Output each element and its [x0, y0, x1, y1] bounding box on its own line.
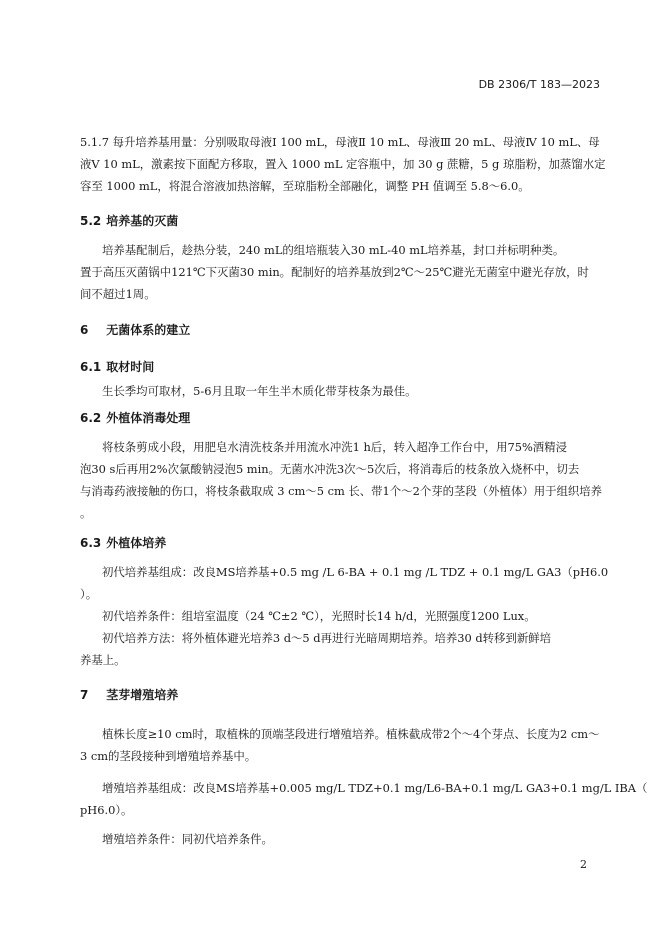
heading-6-2-title: 外植体消毒处理 [106, 411, 191, 425]
paragraph-6-3-line-1: 初代培养基组成：改良MS培养基+0.5 mg /L 6-BA + 0.1 mg /L TDZ + 0.1 mg/L GA3（pH6.0 [102, 565, 609, 579]
heading-6-1-title: 取材时间 [106, 360, 155, 374]
paragraph-6-2-line-3: 与消毒药液接触的伤口，将枝条截取成 3 cm～5 cm 长、带1个～2个芽的茎段（外植体）用于组织培养 [80, 484, 603, 498]
paragraph-7-line-3: 增殖培养基组成：改良MS培养基+0.005 mg/L TDZ+0.1 mg/L6-BA+0.1 mg/L GA3+0.1 mg/L IBA（ [102, 781, 648, 795]
heading-6-3-title: 外植体培养 [106, 536, 167, 550]
heading-5-2-number: 5.2 [80, 214, 102, 228]
heading-7-title: 茎芽增殖培养 [106, 688, 179, 702]
paragraph-5-1-7-line-2: 液Ⅴ 10 mL，激素按下面配方移取，置入 1000 mL 定容瓶中，加 30 g 蔗糖，5 g 琼脂粉，加蒸馏水定 [80, 157, 606, 171]
paragraph-6-2-line-2: 泡30 s后再用2%次氯酸钠浸泡5 min。无菌水冲洗3次～5次后，将消毒后的枝条放入烧杯中，切去 [80, 462, 580, 476]
heading-6-1 [80, 358, 154, 375]
paragraph-5-2-line-3: 间不超过1周。 [80, 287, 156, 301]
paragraph-5-2-line-2: 置于高压灭菌锅中121℃下灭菌30 min。配制好的培养基放到2℃～25℃避光无菌室中避光存放，时 [80, 265, 589, 279]
heading-7-number: 7 [80, 688, 89, 702]
heading-6-3 [80, 534, 166, 551]
heading-6-number: 6 [80, 323, 89, 337]
heading-5-2-title: 培养基的灭菌 [106, 214, 179, 228]
heading-6-3-number: 6.3 [80, 536, 102, 550]
heading-6 [80, 321, 190, 338]
page-number: 2 [580, 858, 587, 871]
heading-6-1-number: 6.1 [80, 360, 102, 374]
paragraph-6-3-line-4: 初代培养方法：将外植体避光培养3 d～5 d再进行光暗周期培养。培养30 d转移到新鲜培 [102, 631, 552, 645]
paragraph-5-1-7-line-3: 容至 1000 mL，将混合溶液加热溶解，至琼脂粉全部融化，调整 PH 值调至 5.8～6.0。 [80, 179, 530, 193]
paragraph-7-line-4: pH6.0）。 [80, 803, 133, 817]
heading-6-title: 无菌体系的建立 [106, 323, 191, 337]
paragraph-7-line-1: 植株长度≥10 cm时，取植株的顶端茎段进行增殖培养。植株截成带2个～4个芽点、长度为2 cm～ [102, 727, 600, 741]
paragraph-6-2-line-1: 将枝条剪成小段，用肥皂水清洗枝条并用流水冲洗1 h后，转入超净工作台中，用75%酒精浸 [102, 440, 567, 454]
paragraph-6-1-line-1: 生长季均可取材，5-6月且取一年生半木质化带芽枝条为最佳。 [102, 384, 417, 398]
paragraph-6-2-line-4: 。 [80, 506, 92, 520]
paragraph-6-3-line-3: 初代培养条件：组培室温度（24 ℃±2 ℃），光照时长14 h/d，光照强度1200 Lux。 [102, 609, 536, 623]
heading-7 [80, 686, 178, 703]
paragraph-7-line-2: 3 cm的茎段接种到增殖培养基中。 [80, 749, 257, 763]
heading-5-2 [80, 212, 178, 229]
paragraph-6-3-line-5: 养基上。 [80, 653, 126, 667]
heading-6-2-number: 6.2 [80, 411, 102, 425]
document-code: DB 2306/T 183—2023 [478, 78, 600, 91]
heading-6-2 [80, 409, 190, 426]
paragraph-6-3-line-2: ）。 [80, 587, 98, 601]
paragraph-5-2-line-1: 培养基配制后，趁热分装，240 mL的组培瓶装入30 mL-40 mL培养基，封口并标明种类。 [102, 243, 565, 257]
paragraph-7-line-5: 增殖培养条件：同初代培养条件。 [102, 832, 273, 846]
paragraph-5-1-7-line-1: 5.1.7 每升培养基用量：分别吸取母液Ⅰ 100 mL，母液Ⅱ 10 mL、母液Ⅲ 20 mL、母液Ⅳ 10 mL、母 [80, 135, 600, 149]
